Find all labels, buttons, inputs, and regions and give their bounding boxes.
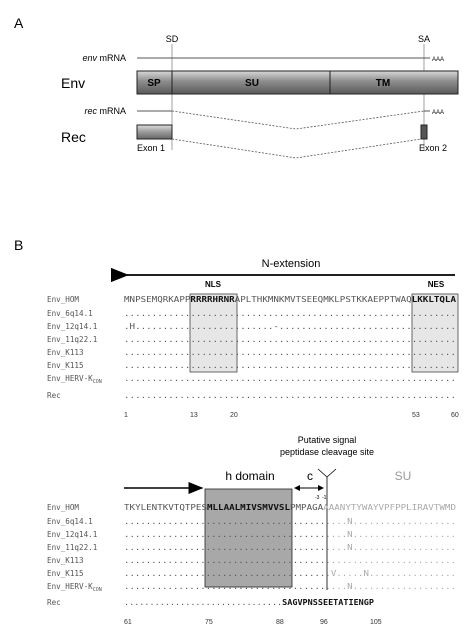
position-tick: 20	[230, 412, 238, 419]
n-extension-label: N-extension	[261, 258, 321, 270]
position-tick: 96	[320, 619, 328, 626]
seq-name: Rec	[47, 598, 61, 607]
exon2-label: Exon 2	[419, 143, 448, 153]
rec-mrna-label: rec mRNA	[84, 106, 126, 116]
seq-name: $Env\_HERV-K_{CON}$	[47, 374, 102, 385]
panel-b-label: B	[14, 237, 24, 253]
seq-name: Env_12q14.1	[47, 322, 98, 331]
position-tick: 60	[451, 412, 459, 419]
env-label: Env	[61, 75, 86, 91]
seq-name: Env_K113	[47, 348, 84, 357]
sequence-row: ............................................................	[124, 309, 456, 318]
seq-name: Rec	[47, 391, 61, 400]
position-tick: 75	[205, 619, 213, 626]
tm-domain: TM	[375, 78, 391, 89]
env-mrna-label: env mRNA	[82, 53, 126, 63]
seq-name: $Env\_HERV-K_{CON}$	[47, 582, 102, 593]
panel-a-label: A	[14, 15, 24, 31]
seq-name: Env_12q14.1	[47, 530, 98, 539]
sequence-row: ..................................... .V.....N................	[124, 569, 436, 578]
rec-polya: AAA	[432, 110, 445, 116]
sequence-row: ..................................... ........................	[124, 556, 436, 565]
sequence-row: ............................................................	[124, 361, 456, 370]
seq-name: Env_6q14.1	[47, 517, 93, 526]
seq-name: Env_K113	[47, 556, 84, 565]
bottom-alignment-names	[47, 503, 102, 607]
sequence-row-rec: ............................................................	[124, 391, 456, 400]
sequence-row: .H.........................-................................	[124, 322, 456, 331]
sequence-row: ............................................................	[124, 348, 456, 357]
sequence-env-hom: MNPSEMQRKAPP RRRRHRNR APLTHKMNKMVTSEEQMKLPSTKKAEPPTWAQ LKKLTQLA	[124, 295, 449, 304]
top-alignment-names	[47, 295, 102, 400]
exon1-label: Exon 1	[137, 143, 166, 153]
rec-exon2-box	[421, 125, 427, 139]
sequence-row: ..................................... ....N...................	[124, 517, 436, 526]
sequence-row: ..................................... ....N...................	[124, 543, 436, 552]
sa-label: SA	[417, 34, 431, 44]
seq-name: Env_6q14.1	[47, 309, 93, 318]
nes-label: NES	[427, 280, 445, 289]
cleavage-pointer	[318, 469, 336, 477]
su-domain: SU	[245, 78, 259, 89]
signal-label-line2: peptidase cleavage site	[279, 447, 375, 457]
sequence-row: ..................................... ....N...................	[124, 582, 436, 591]
position-minus1: -1	[322, 495, 327, 501]
h-domain-label: h domain	[225, 469, 275, 483]
c-region-label: c	[307, 469, 313, 483]
su-region-label: SU	[394, 469, 412, 483]
rec-label: Rec	[61, 129, 86, 145]
sequence-row: ............................................................	[124, 374, 456, 383]
rec-mrna-splice	[172, 111, 424, 129]
sequence-row-rec: ............................... SAGVPNSSEETATIENGP	[124, 598, 365, 607]
position-tick: 88	[276, 619, 284, 626]
position-tick: 53	[412, 412, 420, 419]
seq-name: Env_K115	[47, 361, 84, 370]
position-minus3: -3	[315, 495, 320, 501]
position-tick: 105	[370, 619, 382, 626]
seq-name: Env_HOM	[47, 295, 80, 304]
signal-label-line1: Putative signal	[297, 435, 357, 445]
position-tick: 61	[124, 619, 132, 626]
seq-name: Env_11q22.1	[47, 543, 98, 552]
top-alignment-sequences	[124, 295, 457, 400]
sequence-row: ............................................................	[124, 335, 456, 344]
seq-name: Env_K115	[47, 569, 84, 578]
sp-domain: SP	[147, 78, 161, 89]
sd-label: SD	[165, 34, 179, 44]
rec-exon1-box	[137, 125, 172, 139]
sequence-env-hom: TKYLENTKVTQTPES MLLAALMIVSMVVSL PMPAGA AAANYTYWAYVPFPPLIRAVTWMD	[124, 503, 433, 512]
seq-name: Env_HOM	[47, 503, 80, 512]
position-tick: 13	[190, 412, 198, 419]
env-protein-bar	[137, 71, 458, 94]
position-tick: 1	[124, 412, 128, 419]
sequence-row: ..................................... ....N...................	[124, 530, 436, 539]
rec-splice-connector	[172, 139, 421, 158]
nls-label: NLS	[205, 280, 221, 289]
seq-name: Env_11q22.1	[47, 335, 98, 344]
env-polya: AAA	[432, 57, 445, 63]
